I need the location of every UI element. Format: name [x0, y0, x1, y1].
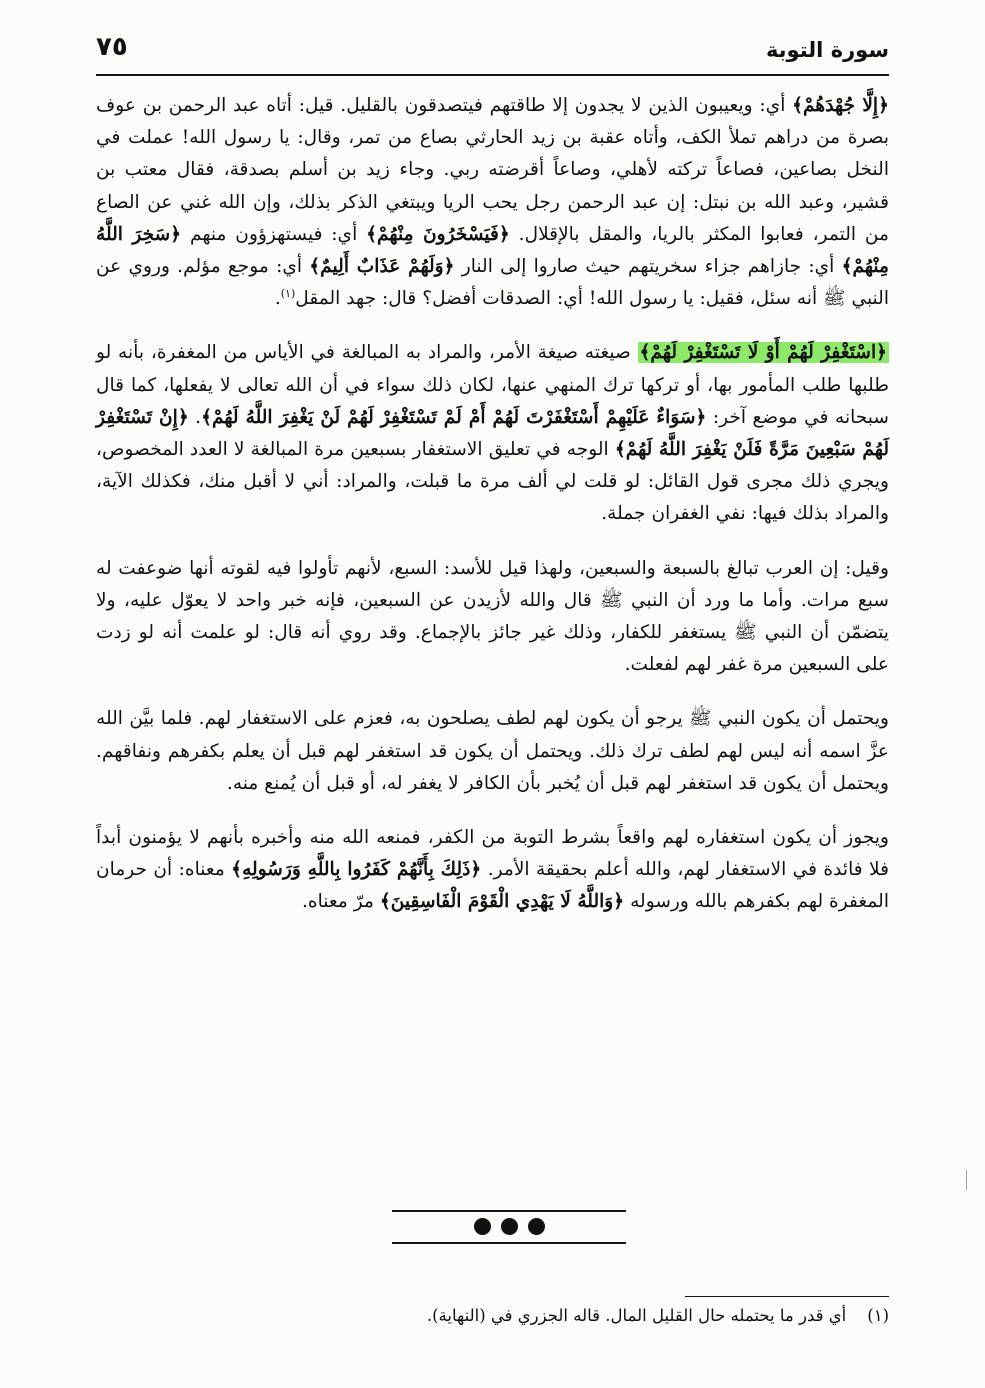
quran-verse: ﴿وَلَهُمْ عَذَابٌ أَلِيمٌ﴾	[309, 256, 455, 278]
paragraph-text: أي: ويعيبون الذين لا يجدون إلا طاقتهم فيتصدقون بالقليل. قيل: أتاه عبد الرحمن بن عوف بصرة من دراهم تملأ الكف، وأتاه عقبة بن زيد الحارثي بصاع من تمر، وقال: يا رسول الله! عملت في النخل بصاعين، فصاعاً تركته لأهلي، وصاعاً أقرضته ربي. وجاء زيد بن أسلم بصدقة، فقال معتب بن قشير، وعبد الله بن نبتل: إن عبد الرحمن رجل يحب الريا ويبتغي الذكر بذلك، وإن الله غني عن الصاع من التمر، فعابوا المكثر بالريا، والمقل بالإقلال.	[96, 95, 889, 245]
paragraph-text: ويجوز أن يكون استغفاره لهم واقعاً بشرط التوبة من الكفر، فمنعه الله منه وأخبره بأنهم لا يؤمنون أبداً فلا فائدة في الاستغفار لهم، والله أعلم بحقيقة الأمر.	[96, 827, 889, 881]
footnote-reference: (١)	[280, 287, 296, 301]
page-body	[96, 90, 889, 941]
paragraph-text: أي: فيستهزؤون منهم	[181, 223, 367, 245]
paragraph-text: ويحتمل أن يكون النبي ﷺ يرجو أن يكون لهم لطف يصلحون به، فعزم على الاستغفار لهم. فلما بيَّن الله عزَّ اسمه أنه ليس لهم لطف ترك ذلك. ويحتمل أن يكون قد استغفر لهم قبل أن يعلم بكفرهم ونفاقهم. ويحتمل أن يكون قد استغفر لهم قبل أن يُخبر بأن الكافر لا يغفر له، أو قبل أن يُمنع منه.	[96, 708, 889, 794]
paragraph-text: مرّ معناه.	[301, 891, 380, 913]
paragraph	[96, 703, 889, 800]
quran-verse: ﴿فَيَسْخَرُونَ مِنْهُمْ﴾	[366, 223, 510, 245]
scan-edge-mark	[966, 1170, 967, 1190]
paragraph-text: .	[188, 406, 202, 428]
paragraph	[96, 90, 889, 315]
page-header	[96, 30, 889, 76]
section-separator	[392, 1210, 626, 1242]
separator-dot	[474, 1218, 491, 1235]
quran-verse: ﴿إِنْ تَسْتَغْفِرْ لَهُمْ سَبْعِينَ مَرَّةً فَلَنْ يَغْفِرَ اللَّهُ لَهُمْ﴾	[96, 406, 889, 461]
paragraph-text: صيغته صيغة الأمر، والمراد به المبالغة في الأياس من المغفرة، بأنه لو طلبها طلب المأمور بها، أو تركها ترك المنهي عنها، لكان ذلك سواء في أن الله تعالى لا يفعلها، كما قال سبحانه في موضع آخر:	[96, 342, 889, 428]
paragraph-text: .	[274, 288, 281, 310]
paragraph-text: الوجه في تعليق الاستغفار بسبعين مرة المبالغة لا العدد المخصوص، ويجري ذلك مجرى قول القائل: لو قلت لي ألف مرة ما قبلت، والمراد: أني لا أقبل منك، فكذلك الآية، والمراد بذلك فيها: نفي الغفران جملة.	[96, 439, 889, 525]
paragraph-text: أي: جازاهم جزاء سخريتهم حيث صاروا إلى النار	[454, 256, 842, 278]
separator-dot	[501, 1218, 518, 1235]
footnote-rule	[685, 1296, 889, 1297]
separator-line-bottom	[392, 1242, 626, 1244]
quran-verse: ﴿وَاللَّهُ لَا يَهْدِي الْقَوْمَ الْفَاسِقِينَ﴾	[379, 891, 625, 913]
quran-verse: ﴿سَوَاءٌ عَلَيْهِمْ أَسْتَغْفَرْتَ لَهُمْ أَمْ لَمْ تَسْتَغْفِرْ لَهُمْ لَنْ يَغْفِرَ اللَّهُ لَهُمْ﴾	[201, 406, 707, 428]
paragraph-text: معناه: أن حرمان المغفرة لهم بكفرهم بالله ورسوله	[96, 859, 889, 913]
separator-dot	[528, 1218, 545, 1235]
surah-title: سورة التوبة	[765, 38, 889, 62]
page-number: ٧٥	[96, 32, 128, 62]
separator-line-top	[392, 1210, 626, 1212]
paragraph	[96, 337, 889, 530]
paragraph	[96, 822, 889, 919]
footnote-marker: (١)	[867, 1306, 889, 1325]
footnote-text: أي قدر ما يحتمله حال القليل المال. قاله الجزري في (النهاية).	[426, 1306, 847, 1325]
quran-verse: ﴿إِلَّا جُهْدَهُمْ﴾	[792, 95, 889, 116]
paragraph-text: وقيل: إن العرب تبالغ بالسبعة والسبعين، ولهذا قيل للأسد: السبع، لأنهم تأولوا فيه لقوته أنها ضوعفت له سبع مرات. وأما ما ورد أن النبي ﷺ قال والله لأزيدن عن السبعين، فإنه خبر واحد لا يعوّل عليه، ولا يتضمّن أن النبي ﷺ يستغفر للكفار، وذلك غير جائز بالإجماع. وقد روي أنه قال: لو علمت أنه لو زدت على السبعين مرة غفر لهم لفعلت.	[96, 557, 889, 676]
footnote	[96, 1303, 889, 1329]
paragraph	[96, 553, 889, 682]
quran-verse: ﴿سَخِرَ اللَّهُ مِنْهُمْ﴾	[96, 223, 889, 278]
highlighted-quran-verse: ﴿اسْتَغْفِرْ لَهُمْ أَوْ لَا تَسْتَغْفِرْ لَهُمْ﴾	[639, 342, 888, 364]
separator-dots	[392, 1218, 626, 1235]
paragraph-text: أي: موجع مؤلم. وروي عن النبي ﷺ أنه سئل، فقيل: يا رسول الله! أي: الصدقات أفضل؟ قال: جهد المقل	[96, 256, 889, 310]
quran-verse: ﴿ذَلِكَ بِأَنَّهُمْ كَفَرُوا بِاللَّهِ وَرَسُولِهِ﴾	[231, 859, 482, 881]
